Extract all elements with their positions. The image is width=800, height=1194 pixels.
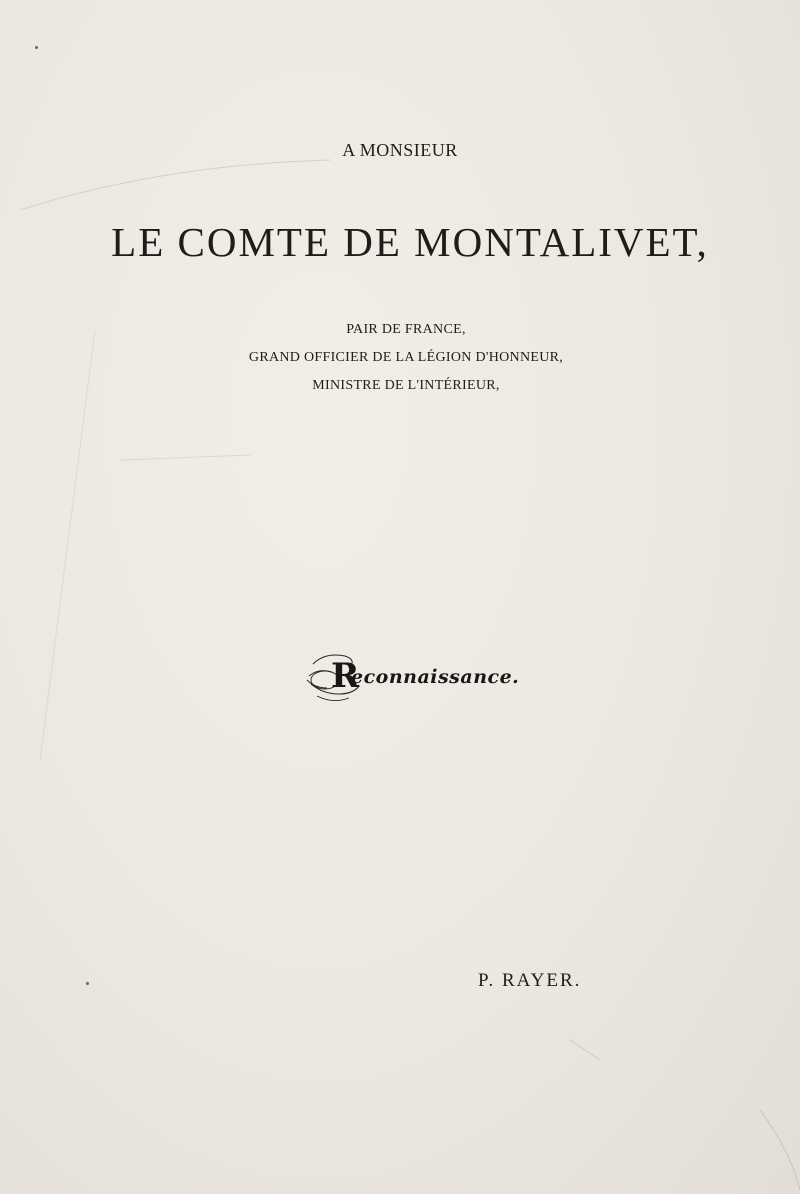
dedicatee-titles <box>6 316 800 400</box>
ornate-initial-letter: R <box>331 656 360 696</box>
dedication-line: A MONSIEUR <box>342 140 458 160</box>
motto-word: econnaissance. <box>351 666 520 688</box>
title-line-legion: GRAND OFFICIER DE LA LÉGION D'HONNEUR, <box>248 350 564 365</box>
title-line-ministre: MINISTRE DE L'INTÉRIEUR, <box>312 378 500 393</box>
dedicatee-name: LE COMTE DE MONTALIVET, <box>111 219 709 265</box>
paper-speck <box>86 982 89 985</box>
paper-speck <box>35 46 38 49</box>
title-line-pair: PAIR DE FRANCE, <box>346 322 466 337</box>
author-signature: P. RAYER. <box>478 970 582 991</box>
motto <box>305 650 520 710</box>
